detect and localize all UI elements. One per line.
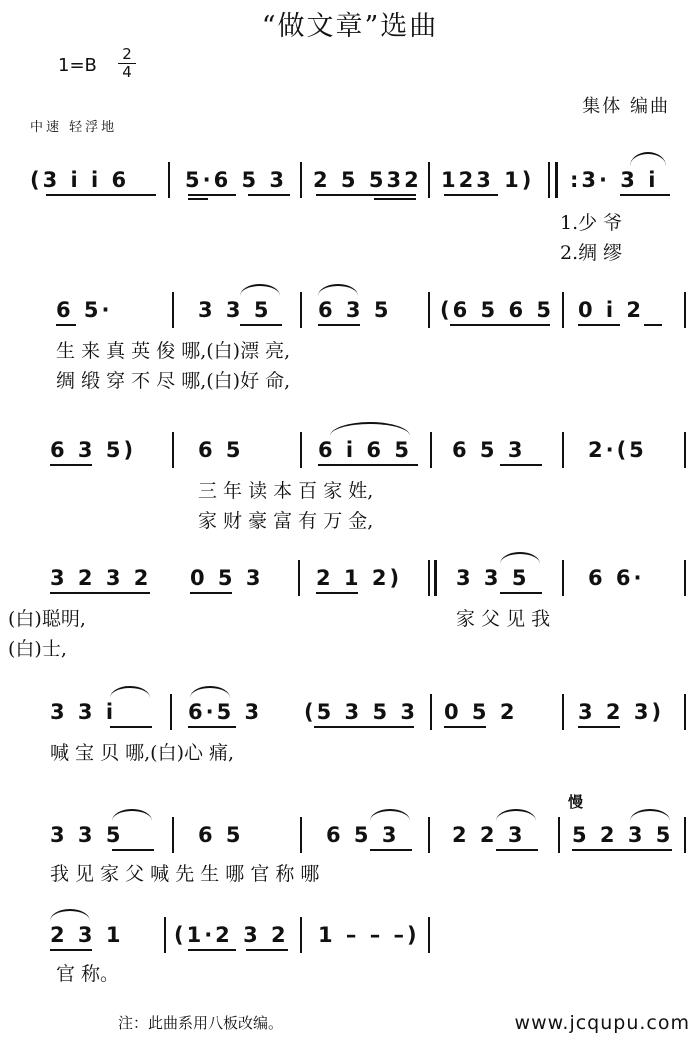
underline — [500, 592, 542, 594]
barline — [430, 432, 432, 468]
underline — [318, 324, 360, 326]
underline — [578, 324, 620, 326]
barline — [684, 432, 686, 468]
barline — [298, 560, 300, 596]
measure: 5 2 3 5 — [572, 823, 674, 847]
underline — [190, 592, 232, 594]
underline — [50, 592, 150, 594]
measure: 2 5 532 — [313, 168, 422, 192]
barline — [428, 292, 430, 328]
underline — [50, 949, 92, 951]
measure: 2 2 3 — [452, 823, 526, 847]
score-line-4: 3 2 3 2 0 5 3 2 1 2) 3 3 5 6 6· (白)聪明, 家 父 见 我 (白)士, — [0, 558, 700, 668]
barline — [172, 292, 174, 328]
barline — [684, 560, 686, 596]
underline — [572, 849, 672, 851]
barline — [300, 292, 302, 328]
measure: (5 3 5 3 — [304, 700, 418, 724]
score-line-6: 3 3 5 6 5 6 5 3 2 2 3 5 2 3 5 我 见 家 父 喊 先 生 哪 官 称 哪 — [0, 815, 700, 895]
barline — [428, 817, 430, 853]
measure: :3· 3 i — [570, 168, 659, 192]
tempo-change-mark: 慢 — [568, 793, 584, 811]
underline — [444, 726, 486, 728]
measure: 3 3 5 — [50, 823, 124, 847]
key-signature: 1=B — [58, 55, 97, 76]
measure: 6 i 6 5 — [318, 438, 412, 462]
barline — [300, 817, 302, 853]
score-line-5: 3 3 i 6·5 3 (5 3 5 3 0 5 2 3 2 3) 喊 宝 贝 哪,(白)心 痛, — [0, 692, 700, 772]
underline — [496, 849, 538, 851]
measure: (6 5 6 5 — [440, 298, 554, 322]
score-line-2: 6 5· 3 3 5 6 3 5 (6 5 6 5 0 i 2 生 来 真 英 俊 哪,(白)漂 亮, 绸 缎 穿 不 尽 哪,(白)好 命, — [0, 290, 700, 400]
slur — [496, 809, 536, 821]
time-signature-bottom: 4 — [122, 63, 132, 81]
underline — [316, 592, 358, 594]
measure: 3 2 3 2 — [50, 566, 152, 590]
underline — [374, 198, 416, 200]
underline — [318, 464, 418, 466]
repeat-barline — [428, 560, 430, 596]
underline — [188, 949, 236, 951]
underline — [316, 194, 416, 196]
slur — [50, 909, 90, 921]
measure: 6 5 — [198, 823, 244, 847]
measure: 3 3 i — [50, 700, 117, 724]
slur — [630, 152, 666, 166]
underline — [314, 726, 414, 728]
measure: 0 5 2 — [444, 700, 518, 724]
barline — [168, 162, 170, 198]
tempo-marking: 中速 轻浮地 — [30, 120, 118, 135]
measure: (1·2 3 2 — [174, 923, 289, 947]
time-signature-top: 2 — [122, 45, 132, 63]
slur — [500, 552, 540, 564]
measure: 1 – – –) — [318, 923, 420, 947]
measure: 0 i 2 — [578, 298, 645, 322]
score-line-1: (3 i i 6 5·6 5 3 2 5 532 123 1) :3· 3 i 1.少 爷 2.绸 缪 — [0, 160, 700, 270]
measure: 2 3 1 — [50, 923, 124, 947]
underline — [246, 949, 288, 951]
song-title: “做文章”选曲 — [261, 11, 439, 42]
barline — [562, 292, 564, 328]
barline — [562, 694, 564, 730]
notes-line-7 — [0, 915, 700, 955]
underline — [188, 194, 236, 196]
barline — [428, 917, 430, 953]
slur — [240, 284, 280, 296]
underline — [370, 849, 412, 851]
barline — [548, 162, 550, 198]
barline — [562, 432, 564, 468]
underline — [56, 324, 76, 326]
slur — [370, 809, 410, 821]
measure: 3 3 5 — [456, 566, 530, 590]
measure: 6 5· — [56, 298, 113, 322]
barline — [170, 694, 172, 730]
barline — [558, 817, 560, 853]
barline — [300, 162, 302, 198]
measure: 6 5 3 — [452, 438, 526, 462]
barline — [300, 917, 302, 953]
measure: 3 2 3) — [578, 700, 665, 724]
measure: 3 3 5 — [198, 298, 272, 322]
barline — [172, 817, 174, 853]
measure: 0 5 3 — [190, 566, 264, 590]
barline — [562, 560, 564, 596]
composer-credit: 集体 编曲 — [582, 96, 670, 117]
underline — [110, 726, 152, 728]
barline — [684, 817, 686, 853]
measure: 6 5 — [198, 438, 244, 462]
footnote: 注：此曲系用八板改编。 — [118, 1014, 284, 1032]
barline — [428, 162, 430, 198]
underline — [248, 194, 290, 196]
barline — [684, 694, 686, 730]
measure: (3 i i 6 — [30, 168, 130, 192]
measure: 6 3 5 — [318, 298, 392, 322]
measure: 6 6· — [588, 566, 645, 590]
slur — [190, 686, 230, 698]
score-line-7: 2 3 1 (1·2 3 2 1 – – –) 官 称。 — [0, 915, 700, 995]
underline — [46, 194, 156, 196]
underline — [112, 849, 154, 851]
repeat-barline — [434, 560, 437, 596]
measure: 6 5 3 — [326, 823, 400, 847]
time-signature — [118, 47, 136, 80]
underline — [450, 324, 550, 326]
slur — [318, 284, 358, 296]
slur — [630, 809, 670, 821]
measure: 6·5 3 — [188, 700, 263, 724]
measure: 5·6 5 3 — [185, 168, 288, 192]
underline — [50, 464, 92, 466]
repeat-barline — [555, 162, 558, 198]
watermark: www.jcqupu.com — [514, 1012, 690, 1034]
measure: 2·(5 — [588, 438, 647, 462]
underline — [578, 726, 620, 728]
underline — [188, 726, 236, 728]
measure: 2 1 2) — [316, 566, 403, 590]
underline — [644, 324, 662, 326]
barline — [684, 292, 686, 328]
slur — [110, 686, 150, 698]
barline — [164, 917, 166, 953]
underline — [188, 198, 208, 200]
slur — [112, 809, 152, 821]
barline — [430, 694, 432, 730]
underline — [620, 194, 670, 196]
barline — [300, 432, 302, 468]
score-line-3: 6 3 5) 6 5 6 i 6 5 6 5 3 2·(5 三 年 读 本 百 家 姓, 家 财 豪 富 有 万 金, — [0, 430, 700, 540]
slur — [330, 422, 410, 436]
underline — [444, 194, 498, 196]
underline — [500, 464, 542, 466]
measure: 6 3 5) — [50, 438, 137, 462]
barline — [172, 432, 174, 468]
underline — [240, 324, 282, 326]
measure: 123 1) — [441, 168, 535, 192]
